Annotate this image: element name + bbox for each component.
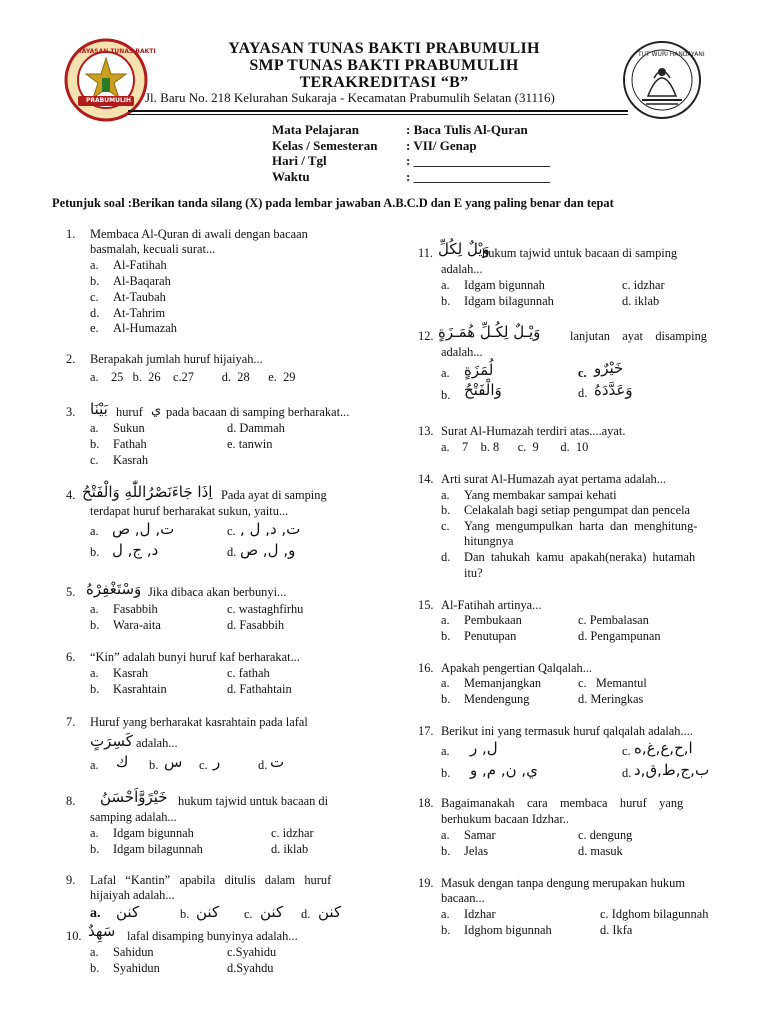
option-text: d. iklab	[271, 842, 309, 856]
option-text: Dan tahukah kamu apakah(neraka) hutamah	[464, 550, 696, 564]
option-label: a.	[90, 258, 99, 272]
arabic-option: كنن	[116, 903, 140, 921]
option-text: c. Idghom bilagunnah	[600, 907, 709, 921]
question-text: Al-Fatihah artinya...	[441, 598, 542, 612]
option-text: d. Fasabbih	[227, 618, 285, 632]
option-label: b.	[441, 766, 451, 780]
option-row: a. 7 b. 8 c. 9 d. 10	[441, 440, 589, 454]
option-label: c.	[90, 453, 99, 467]
question-number: 8.	[66, 794, 76, 808]
option-text: d. iklab	[622, 294, 660, 308]
option-text: Memanjangkan	[464, 676, 542, 690]
question-number: 9.	[66, 873, 76, 887]
option-label: c.	[199, 758, 208, 772]
option-text: Idgam bigunnah	[464, 278, 545, 292]
question-text: bacaan...	[441, 891, 485, 905]
question-text: hijaiyah adalah...	[90, 888, 175, 902]
question-text: Berapakah jumlah huruf hijaiyah...	[90, 352, 263, 366]
option-label: e.	[90, 321, 99, 335]
question-text: adalah...	[441, 262, 483, 276]
option-text: Mendengung	[464, 692, 530, 706]
option-label: a.	[90, 758, 99, 772]
logo-left-text: YAYASAN TUNAS BAKTI	[78, 48, 156, 55]
option-text: Al-Fatihah	[113, 258, 167, 272]
option-label: b.	[180, 907, 190, 921]
option-label: d.	[441, 550, 451, 564]
arabic-option: ل, ر	[470, 739, 498, 757]
option-text: c. dengung	[578, 828, 633, 842]
option-text: Kasrah	[113, 666, 149, 680]
foundation-name: YAYASAN TUNAS BAKTI PRABUMULIH	[228, 40, 540, 57]
option-text: Idzhar	[464, 907, 496, 921]
option-text: Idghom bigunnah	[464, 923, 552, 937]
option-label: a.	[441, 744, 450, 758]
question-text: Huruf yang berharakat kasrahtain pada lafal	[90, 715, 308, 729]
option-text: c. wastaghfirhu	[227, 602, 304, 616]
question-text: Surat Al-Humazah terdiri atas....ayat.	[441, 424, 626, 438]
question-number: 4.	[66, 488, 76, 502]
exam-info	[272, 122, 550, 184]
arabic-option: لُمَزَةٍ	[464, 361, 494, 379]
question-number: 18.	[418, 796, 434, 810]
option-label: b.	[149, 758, 159, 772]
question-number: 10.	[66, 929, 82, 943]
school-address: Jl. Baru No. 218 Kelurahan Sukaraja - Kecamatan Prabumulih Selatan (31116)	[145, 90, 555, 105]
arabic-text: ي	[151, 403, 162, 418]
arabic-option: و, ل, ص	[240, 541, 296, 559]
arabic-option: د, ج, ل	[112, 541, 159, 559]
option-text: d. Meringkas	[578, 692, 644, 706]
arabic-option: وَعَدَّدَهُ	[594, 381, 633, 399]
instruction: Petunjuk soal :Berikan tanda silang (X) pada lembar jawaban A.B.C.D dan E yang paling benar dan tepat	[52, 196, 614, 210]
logo-left-subtext: PRABUMULIH	[86, 97, 132, 104]
question-text: samping adalah...	[90, 810, 177, 824]
arabic-option: كنن	[260, 903, 284, 921]
question-number: 5.	[66, 585, 76, 599]
arabic-option: ت	[270, 753, 285, 771]
option-label: b.	[441, 692, 451, 706]
info-row: Mata Pelajaran : Baca Tulis Al-Quran	[272, 122, 528, 137]
arabic-option: ا,ح,ع,غ,ه	[634, 739, 693, 757]
option-label: c.	[244, 907, 253, 921]
arabic-option: ت, ل, ص	[112, 520, 175, 538]
option-label: d.	[578, 386, 588, 400]
option-label: b.	[441, 844, 451, 858]
header-rule-thin	[128, 114, 628, 115]
option-text: Samar	[464, 828, 496, 842]
option-text: d. Fathahtain	[227, 682, 292, 696]
question-text: adalah...	[136, 736, 178, 750]
option-text: c. fathah	[227, 666, 270, 680]
option-label: d.	[301, 907, 311, 921]
question-number: 17.	[418, 724, 434, 738]
arabic-text: اِذَا جَاءَنَصْرُاللّٰهِ وَالْفَتْحُ	[82, 483, 213, 501]
option-text: e. tanwin	[227, 437, 273, 451]
arabic-option: كنن	[318, 903, 342, 921]
arabic-text: خَيْرًوَّاَحْسَنُ	[100, 788, 168, 806]
option-text: c. Pembalasan	[578, 613, 649, 627]
school-name: SMP TUNAS BAKTI PRABUMULIH	[249, 57, 519, 74]
option-label: a.	[90, 666, 99, 680]
question-number: 13.	[418, 424, 434, 438]
option-label: c.	[441, 519, 450, 533]
arabic-text: وَسْتَغْفِرْهُ	[86, 580, 142, 598]
option-text: Wara-aita	[113, 618, 161, 632]
accreditation: TERAKREDITASI “B”	[299, 74, 469, 91]
question-text: hukum tajwid untuk bacaan di samping	[482, 246, 678, 260]
question-number: 3.	[66, 405, 76, 419]
option-label: d.	[622, 766, 632, 780]
option-text: Celakalah bagi setiap pengumpat dan pencela	[464, 503, 691, 517]
option-label: a.	[441, 278, 450, 292]
option-text: d. Ikfa	[600, 923, 633, 937]
arabic-option: خَيْرٌو	[594, 359, 624, 377]
arabic-option: س	[164, 753, 183, 771]
option-label: a.	[441, 828, 450, 842]
option-label: b.	[90, 961, 100, 975]
option-text: At-Tahrim	[113, 306, 166, 320]
question-number: 11.	[418, 246, 434, 260]
option-label: d.	[258, 758, 268, 772]
option-text: d. Dammah	[227, 421, 285, 435]
option-text: Kasrahtain	[113, 682, 167, 696]
arabic-text: كَسِرَتٍ	[90, 732, 133, 750]
option-label: b.	[441, 294, 451, 308]
option-label: a.	[90, 602, 99, 616]
question-text: adalah...	[441, 345, 483, 359]
option-label: c.	[578, 366, 587, 380]
option-text: Idgam bilagunnah	[464, 294, 554, 308]
option-label: b.	[441, 388, 451, 402]
option-text: Penutupan	[464, 629, 517, 643]
info-row: Kelas / Semesteran : VII/ Genap	[272, 137, 477, 153]
option-text: Yang mengumpulkan harta dan menghitung-	[464, 519, 698, 533]
option-label: a.	[90, 421, 99, 435]
option-text: Al-Humazah	[113, 321, 177, 335]
option-text: Fathah	[113, 437, 147, 451]
question-number: 15.	[418, 598, 434, 612]
option-label: b.	[90, 437, 100, 451]
option-label: b.	[441, 923, 451, 937]
arabic-text: وَيْـلٌ لِكُـلِّ هُمَـزَةٍ	[438, 323, 541, 341]
question-text: Lafal “Kantin” apabila ditulis dalam huruf	[90, 873, 332, 887]
option-text: Kasrah	[113, 453, 149, 467]
question-text: terdapat huruf berharakat sukun, yaitu...	[90, 504, 289, 518]
question-text: Apakah pengertian Qalqalah...	[441, 661, 593, 675]
option-label: b.	[441, 503, 451, 517]
option-text: Syahidun	[113, 961, 160, 975]
option-text: d. masuk	[578, 844, 623, 858]
option-label: c.	[90, 290, 99, 304]
option-label: a.	[90, 945, 99, 959]
question-text: Berikut ini yang termasuk huruf qalqalah adalah....	[441, 724, 693, 738]
option-label: a.	[441, 907, 450, 921]
question-text: Pada ayat di samping	[221, 488, 327, 502]
option-text: itu?	[464, 566, 483, 580]
question-number: 1.	[66, 227, 76, 241]
question-text: huruf	[116, 405, 143, 419]
question-text: pada bacaan di samping berharakat...	[166, 405, 350, 419]
option-text: At-Taubah	[113, 290, 166, 304]
info-row: Waktu : _____________________	[272, 168, 551, 184]
question-text: Jika dibaca akan berbunyi...	[148, 585, 287, 599]
option-label: b.	[90, 545, 100, 559]
option-text: Idgam bilagunnah	[113, 842, 203, 856]
question-number: 14.	[418, 472, 434, 486]
option-text: Sukun	[113, 421, 145, 435]
option-text: c. idzhar	[622, 278, 665, 292]
option-label: b.	[90, 274, 100, 288]
logo-right-text: TUT WURI HANDAYANI	[638, 51, 705, 58]
option-label: a.	[90, 906, 101, 921]
question-text: berhukum bacaan Idzhar..	[441, 812, 569, 826]
option-label: b.	[441, 629, 451, 643]
question-number: 19.	[418, 876, 434, 890]
option-label: a.	[441, 676, 450, 690]
option-text: Fasabbih	[113, 602, 158, 616]
option-row: a. 25 b. 26 c.27 d. 28 e. 29	[90, 370, 296, 384]
option-label: c.	[622, 744, 631, 758]
question-number: 2.	[66, 352, 76, 366]
option-text: d. Pengampunan	[578, 629, 661, 643]
question-text: hukum tajwid untuk bacaan di	[178, 794, 329, 808]
option-label: a.	[441, 366, 450, 380]
info-row: Hari / Tgl : _____________________	[272, 153, 551, 168]
question-text: “Kin” adalah bunyi huruf kaf berharakat...	[90, 650, 300, 664]
arabic-option: ي, ن, م, و	[470, 761, 538, 779]
arabic-text: سَهِدٌ	[88, 922, 116, 940]
arabic-option: كنن	[196, 903, 220, 921]
option-text: Idgam bigunnah	[113, 826, 194, 840]
question-number: 12.	[418, 329, 434, 343]
option-text: Yang membakar sampai kehati	[464, 488, 617, 502]
option-label: b.	[90, 842, 100, 856]
question-text: Arti surat Al-Humazah ayat pertama adalah...	[441, 472, 667, 486]
option-text: Sahidun	[113, 945, 154, 959]
question-number: 6.	[66, 650, 76, 664]
option-text: Al-Baqarah	[113, 274, 171, 288]
arabic-option: ك	[116, 753, 129, 771]
option-text: Pembukaan	[464, 613, 522, 627]
option-text: c. idzhar	[271, 826, 314, 840]
question-text: lafal disamping bunyinya adalah...	[127, 929, 298, 943]
question-text: basmalah, kecuali surat...	[90, 242, 216, 256]
option-label: a.	[441, 613, 450, 627]
arabic-text: وَيْلٌ لِكُلِّ	[438, 240, 490, 258]
option-text: Jelas	[464, 844, 489, 858]
question-number: 16.	[418, 661, 434, 675]
option-label: a.	[90, 524, 99, 538]
arabic-option: ر	[213, 753, 221, 771]
question-text: Masuk dengan tanpa dengung merupakan hukum	[441, 876, 685, 890]
option-text: c.Syahidu	[227, 945, 277, 959]
arabic-option: ب,ج,ط,ق,د	[634, 761, 710, 779]
question-text: Membaca Al-Quran di awali dengan bacaan	[90, 227, 308, 241]
header-rule-thick	[128, 110, 628, 112]
option-text: c. Memantul	[578, 676, 647, 690]
question-text: Bagaimanakah cara membaca huruf yang	[441, 796, 684, 810]
question-text: lanjutan ayat disamping	[570, 329, 707, 343]
option-label: b.	[90, 682, 100, 696]
option-label: b.	[90, 618, 100, 632]
option-label: a.	[441, 488, 450, 502]
arabic-option: ت, د, ل ,	[240, 520, 301, 538]
option-text: d.Syahdu	[227, 961, 274, 975]
option-label: c.	[227, 524, 236, 538]
arabic-text: بَيْنَا	[90, 400, 108, 418]
option-label: a.	[90, 826, 99, 840]
question-number: 7.	[66, 715, 76, 729]
option-label: d.	[90, 306, 100, 320]
option-label: d.	[227, 545, 237, 559]
option-text: hitungnya	[464, 534, 514, 548]
arabic-option: وَالْفَتْحُ	[464, 381, 502, 399]
